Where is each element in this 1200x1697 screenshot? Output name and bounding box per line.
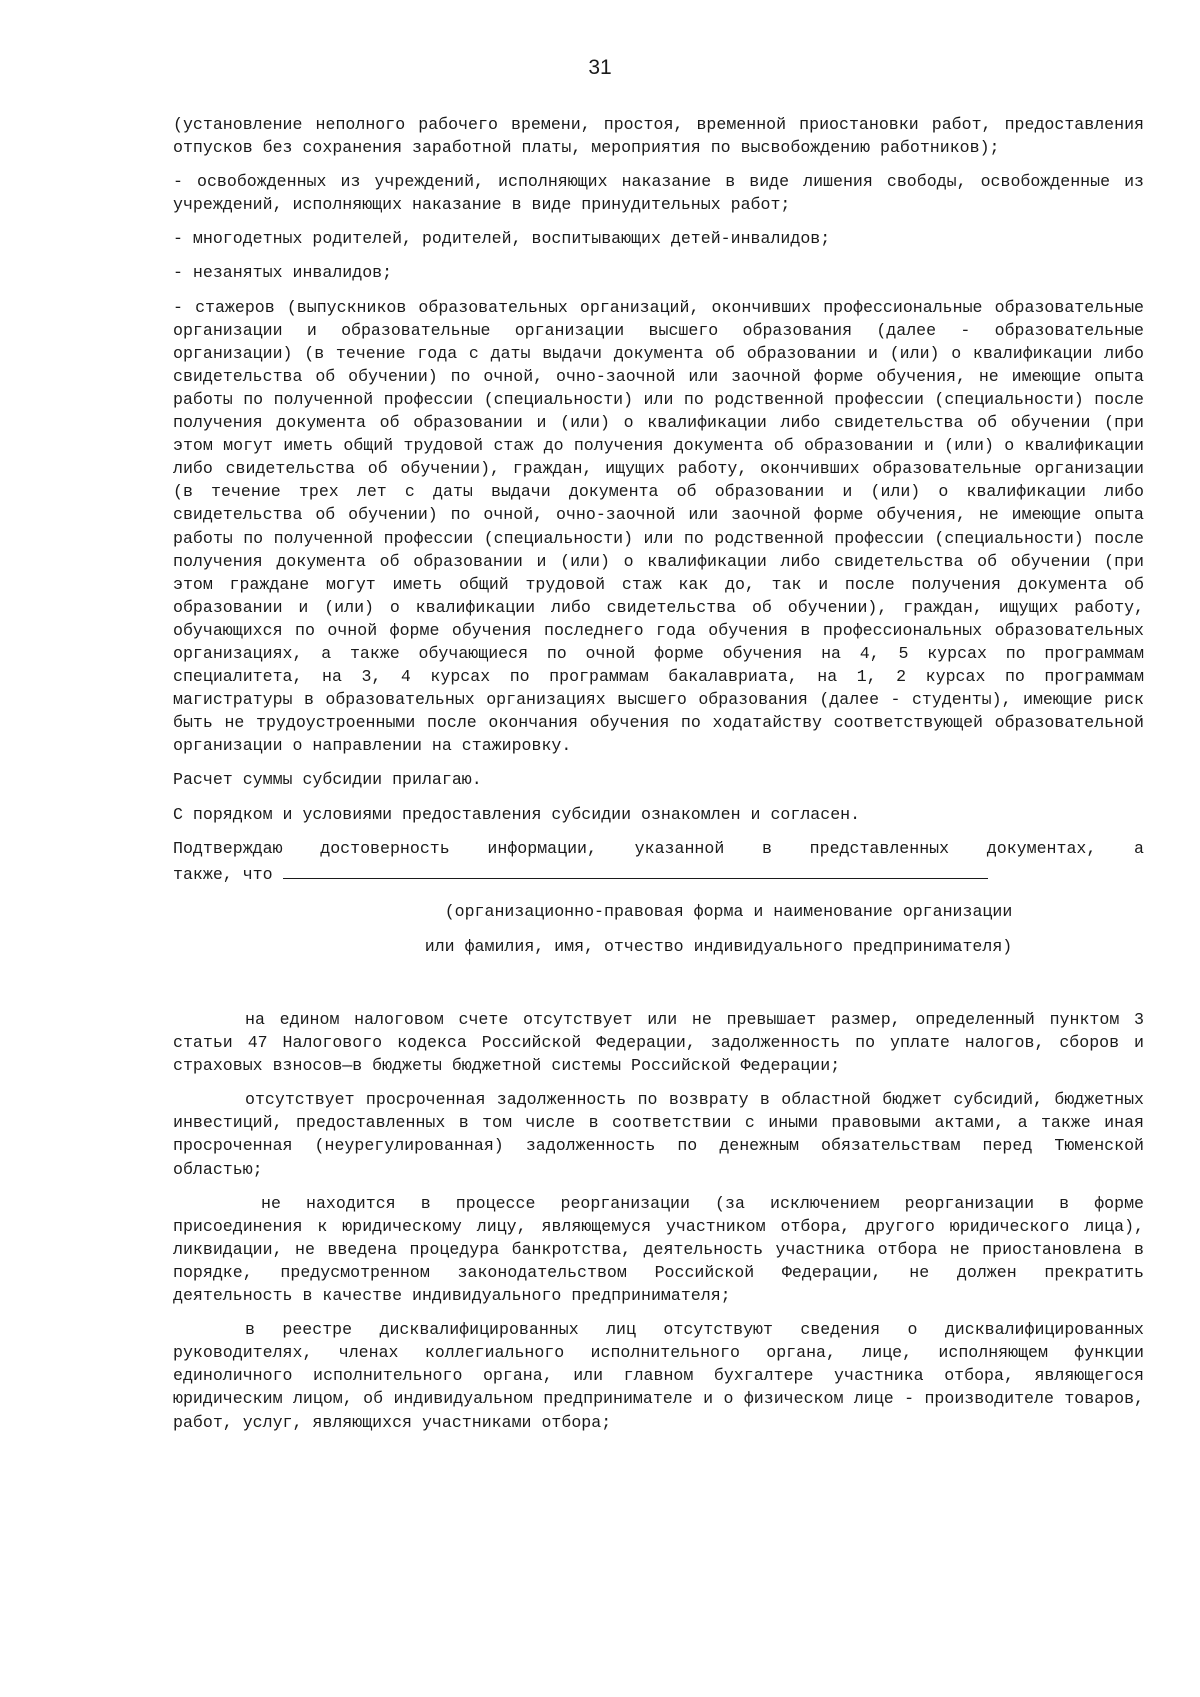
paragraph-overdue-debt: отсутствует просроченная задолженность по возврату в областной бюджет субсидий, бюджетных инвестиций, предоставленных в том числе в соответствии с иными правовыми актами, а также иная просроченная (неурегулированная) задолженность по денежным обязательствам перед Тюменской областью; bbox=[173, 1090, 1144, 1179]
page-number: 31 bbox=[588, 56, 612, 79]
field-caption-line1: (организационно-правовая форма и наименование организации bbox=[444, 901, 1013, 921]
confirmation-text-line2: также, что bbox=[173, 864, 273, 884]
spacer bbox=[173, 958, 1144, 1008]
paragraph-interns: - стажеров (выпускников образовательных организаций, окончивших профессиональные образовательные организации и образовательные организации высшего образования (далее - образовательные организации) (в течение года с даты выдачи документа об образовании и (или) о квалификации либо свидетельства об обучении) по очной, очно-заочной или заочной форме обучения, не имеющие опыта работы по полученной профессии (специальности) или по родственной профессии (специальности) после получения документа об образовании и (или) о квалификации либо свидетельства об обучении (при этом могут иметь общий трудовой стаж до получения документа об образовании и (или) о квалификации либо свидетельства об обучении), граждан, ищущих работу, окончивших образовательные организации (в течение трех лет с даты выдачи документа об образовании и (или) о квалификации либо свидетельства об обучении) по очной, очно-заочной или заочной форме обучения, не имеющие опыта работы по полученной профессии (специальности) или по родственной профессии (специальности) после получения документа об образовании и (или) о квалификации либо свидетельства об обучении (при этом граждане могут иметь общий трудовой стаж как до, так и после получения документа об образовании и (или) о квалификации либо свидетельства об обучении), граждан, ищущих работу, обучающихся по очной форме обучения последнего года обучения в профессиональных образовательных организациях, а также обучающиеся по очной форме обучения на 4, 5 курсах по программам специалитета, на 3, 4 курсах по программам бакалавриата, на 1, 2 курсах по программам магистратуры в образовательных организациях высшего образования (далее - студенты), имеющие риск быть не трудоустроенными после окончания обучения по ходатайству соответствующей образовательной организации о направлении на стажировку. bbox=[173, 297, 1144, 756]
confirmation-text-line2-wrap bbox=[173, 860, 1144, 886]
confirmation-text-line1: Подтверждаю достоверность информации, указанной в представленных документах, а bbox=[173, 838, 1144, 858]
organization-name-field[interactable] bbox=[283, 860, 988, 879]
paragraph-parents: - многодетных родителей, родителей, воспитывающих детей-инвалидов; bbox=[173, 229, 831, 249]
paragraph-disqualified: в реестре дисквалифицированных лиц отсутствуют сведения о дисквалифицированных руководителях, членах коллегиального исполнительного органа, лице, исполняющем функции единоличного исполнительного органа, или главном бухгалтере участника отбора, являющегося юридическим лицом, об индивидуальном предпринимателе и о физическом лице - производителе товаров, работ, услуг, являющихся участниками отбора; bbox=[173, 1320, 1144, 1432]
field-caption-line2: или фамилия, имя, отчество индивидуального предпринимателя) bbox=[424, 936, 1013, 956]
document-body bbox=[173, 113, 1144, 1445]
paragraph-disabled: - незанятых инвалидов; bbox=[173, 263, 393, 283]
paragraph-reorganization: не находится в процессе реорганизации (за исключением реорганизации в форме присоединения к юридическому лицу, являющемуся участником отбора, другого юридического лица), ликвидации, не введена процедура банкротства, деятельность участника отбора не приостановлена в порядке, предусмотренном законодательством Российской Федерации, не должен прекратить деятельность в качестве индивидуального предпринимателя; bbox=[173, 1193, 1144, 1306]
confirmation-block bbox=[173, 837, 1144, 958]
paragraph-calculation: Расчет суммы субсидии прилагаю. bbox=[173, 770, 482, 790]
paragraph-released-prisoners: - освобожденных из учреждений, исполняющих наказание в виде лишения свободы, освобожденные из учреждений, исполняющих наказание в виде принудительных работ; bbox=[173, 172, 1144, 215]
paragraph-agreement: С порядком и условиями предоставления субсидии ознакомлен и согласен. bbox=[173, 804, 861, 824]
paragraph-work-conditions: (установление неполного рабочего времени, простоя, временной приостановки работ, предоставления отпусков без сохранения заработной платы, мероприятия по высвобождению работников); bbox=[173, 115, 1144, 158]
paragraph-tax-debt: на едином налоговом счете отсутствует или не превышает размер, определенный пунктом 3 статьи 47 Налогового кодекса Российской Федерации, задолженность по уплате налогов, сборов и страховых взносов—в бюджеты бюджетной системы Российской Федерации; bbox=[173, 1010, 1144, 1076]
